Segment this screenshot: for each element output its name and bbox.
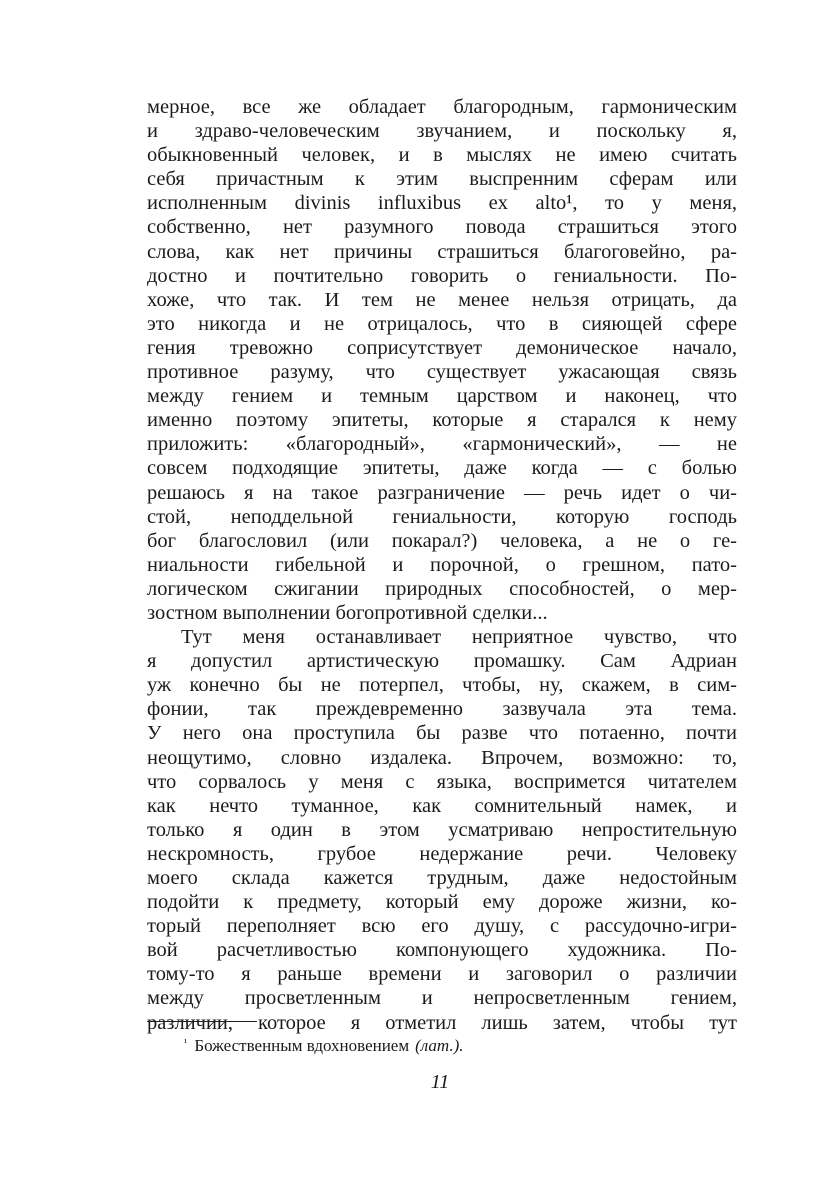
text-line: себя причастным к этим выспренним сферам или: [147, 168, 737, 191]
text-line: именно поэтому эпитеты, которые я старался к нему: [147, 409, 737, 432]
text-line: как нечто туманное, как сомнительный намек, и: [147, 794, 737, 817]
text-line: уж конечно бы не потерпел, чтобы, ну, скажем, в сим-: [147, 674, 737, 697]
text-line: это никогда и не отрицалось, что в сияющей сфере: [147, 312, 737, 335]
text-line: противное разуму, что существует ужасающая связь: [147, 361, 737, 384]
footnote-divider: [147, 1021, 257, 1022]
text-line: между гением и темным царством и наконец, что: [147, 385, 737, 408]
text-line: нескромность, грубое недержание речи. Человеку: [147, 842, 737, 865]
text-line: собственно, нет разумного повода страшиться этого: [147, 216, 737, 239]
text-line: только я один в этом усматриваю непростительную: [147, 818, 737, 841]
text-line: вой расчетливостью компонующего художника. По-: [147, 939, 737, 962]
footnote-language-note: (лат.).: [415, 1036, 464, 1055]
text-line: зостном выполнении богопротивной сделки...: [147, 601, 548, 624]
text-line: подойти к предмету, который ему дороже жизни, ко-: [147, 891, 737, 914]
footnote-marker: ¹: [184, 1037, 188, 1049]
text-line: фонии, так преждевременно зазвучала эта тема.: [147, 698, 737, 721]
text-line: совсем подходящие эпитеты, даже когда — с болью: [147, 457, 737, 480]
text-line: ниальности гибельной и порочной, о грешном, пато-: [147, 553, 737, 576]
text-line: бог благословил (или покарал?) человека, а не о ге-: [147, 529, 737, 552]
text-line: тому-то я раньше времени и заговорил о различии: [147, 963, 737, 986]
text-line: У него она проступила бы разве что потаенно, почти: [147, 722, 737, 745]
text-line: я допустил артистическую промашку. Сам Адриан: [147, 650, 737, 673]
text-line: что сорвалось у меня с языка, воспримется читателем: [147, 770, 737, 793]
text-line: хоже, что так. И тем не менее нельзя отрицать, да: [147, 288, 737, 311]
text-line: логическом сжигании природных способностей, о мер-: [147, 577, 737, 600]
page-number: 11: [430, 1071, 450, 1093]
footnote: [184, 1036, 464, 1056]
text-line: моего склада кажется трудным, даже недостойным: [147, 867, 737, 889]
text-line: исполненным divinis influxibus ex alto¹, то у меня,: [147, 192, 737, 215]
text-line: гения тревожно соприсутствует демоническое начало,: [147, 336, 737, 359]
text-line: стой, неподдельной гениальности, которую господь: [147, 505, 737, 528]
text-line: между просветленным и непросветленным гением,: [147, 987, 737, 1010]
text-line: обыкновенный человек, и в мыслях не имею считать: [147, 144, 737, 167]
text-line: мерное, все же обладает благородным, гармоническим: [147, 96, 737, 118]
text-line: слова, как нет причины страшиться благоговейно, ра-: [147, 240, 737, 263]
text-line: приложить: «благородный», «гармонический», — не: [147, 433, 737, 456]
text-line: Тут меня останавливает неприятное чувство, что: [181, 626, 737, 649]
text-line: неощутимо, словно издалека. Впрочем, возможно: то,: [147, 746, 737, 769]
text-line: достно и почтительно говорить о гениальности. По-: [147, 264, 737, 287]
text-line: и здраво-человеческим звучанием, и поскольку я,: [147, 120, 737, 143]
text-line: торый переполняет всю его душу, с рассудочно-игри-: [147, 915, 737, 938]
text-line: различии, которое я отметил лишь затем, чтобы тут: [147, 1011, 737, 1034]
main-text: [147, 95, 737, 1035]
text-line: решаюсь я на такое разграничение — речь идет о чи-: [147, 481, 737, 504]
footnote-text: Божественным вдохновением: [194, 1036, 410, 1055]
